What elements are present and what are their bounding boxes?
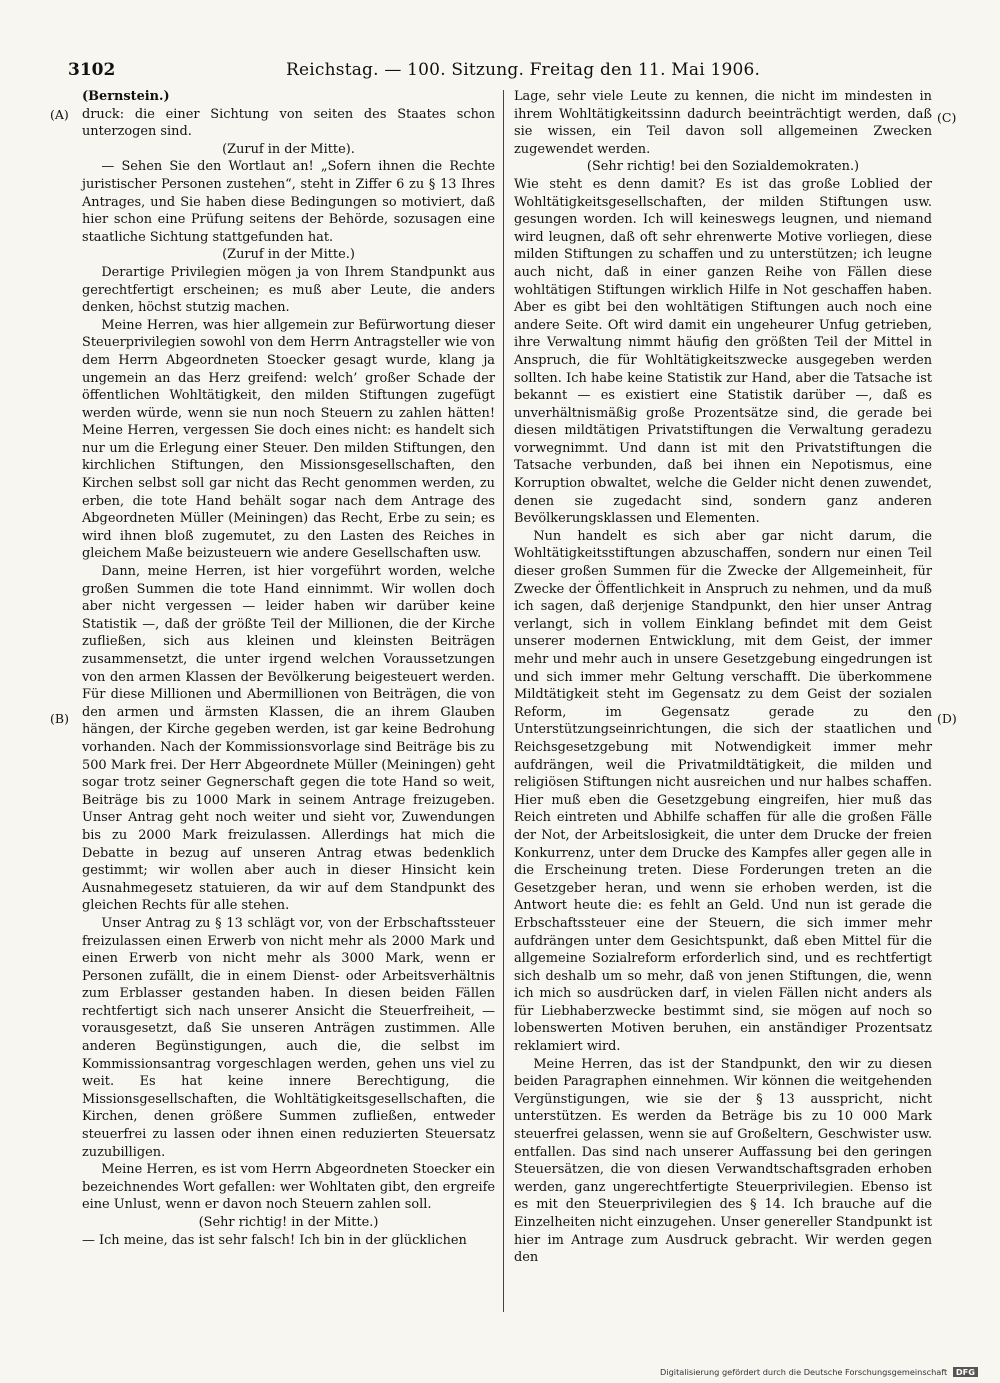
footer-credit [660,1367,978,1377]
margin-mark-c: (C) [937,110,957,125]
margin-mark-d: (D) [937,711,957,726]
paragraph: — Ich meine, das ist sehr falsch! Ich bin in der glücklichen [82,1232,467,1248]
paragraph: Unser Antrag zu § 13 schlägt vor, von der Erbschaftssteuer freizulassen einen Erwerb von nicht mehr als 2000 Mark und einen Erwerb von nicht mehr als 3000 Mark, wenn er Personen zufällt, die in einem Dienst- oder Arbeitsverhältnis zum Erblasser gestanden haben. In diesen beiden Fällen rechtfertigt sich nach unserer Ansicht die Steuerfreiheit, — vorausgesetzt, daß Sie unseren Anträgen zustimmen. Alle anderen Begünstigungen, auch die, die selbst im Kommissionsantrag vorgeschlagen werden, gehen uns viel zu weit. Es hat keine innere Berechtigung, die Missionsgesellschaften, die Wohltätigkeitsgesellschaften, die Kirchen, denen größere Summen zufließen, entweder steuerfrei zu lassen oder ihnen einen reduzierten Steuersatz zuzubilligen. [82,915,495,1160]
paragraph: Wie steht es denn damit? Es ist das große Loblied der Wohltätigkeitsgesellschaften, der milden Stiftungen usw. gesungen worden. Ich will keineswegs leugnen, und niemand wird leugnen, daß oft sehr ehrenwerte Motive vorliegen, diese milden Stiftungen zu schaffen und zu unterstützen; ich leugne auch nicht, daß in einer ganzen Reihe von Fällen diese wohltätigen Stiftungen wirklich Hilfe in Not geschaffen haben. Aber es gibt bei den wohltätigen Stiftungen auch noch eine andere Seite. Oft wird damit ein ungeheurer Unfug getrieben, ihre Verwaltung nimmt häufig den größten Teil der Mittel in Anspruch, die für Wohltätigkeitszwecke ausgegeben werden sollten. Ich habe keine Statistik zur Hand, aber die Tatsache ist bekannt — es existiert eine Statistik darüber —, daß es unverhältnismäßig große Prozentsätze sind, die gerade bei diesen mildtätigen Privatstiftungen die Verwaltung geradezu vorwegnimmt. Und dann ist mit den Privatstiftungen die Tatsache verbunden, daß bei ihnen ein Nepotismus, eine Korruption obwaltet, welche die Gelder nicht denen zuwendet, denen sie zugedacht sind, sondern ganz anderen Bevölkerungsklassen und Elementen. [514,176,932,527]
right-column [514,88,932,1267]
paragraph: Derartige Privilegien mögen ja von Ihrem Standpunkt aus gerechtfertigt erscheinen; es muß aber Leute, die anders denken, höchst stutzig machen. [82,264,495,316]
paragraph: Meine Herren, das ist der Standpunkt, den wir zu diesen beiden Paragraphen einnehmen. Wir können die weitgehenden Vergünstigungen, wie sie der § 13 ausspricht, nicht unterstützen. Es werden da Beträge bis zu 10 000 Mark steuerfrei gelassen, wenn sie auf Großeltern, Geschwister usw. entfallen. Das sind nach unserer Auffassung bei den geringen Steuersätzen, die von diesen Verwandtschaftsgraden erhoben werden, ganz ungerechtfertigte Steuerprivilegien. Ebenso ist es mit den Steuerprivilegien des § 14. Ich brauche auf die Einzelheiten nicht einzugehen. Unser genereller Standpunkt ist hier im Antrage zum Ausdruck gebracht. Wir werden gegen den [514,1056,932,1266]
paragraph: Meine Herren, es ist vom Herrn Abgeordneten Stoecker ein bezeichnendes Wort gefallen: wer Wohltaten gibt, den ergreife eine Unlust, wenn er davon noch Steuern zahlen soll. [82,1162,495,1213]
paragraph: Nun handelt es sich aber gar nicht darum, die Wohltätigkeitsstiftungen abzuschaffen, sondern nur einen Teil dieser großen Summen für die Zwecke der Allgemeinheit, für Zwecke der Öffentlichkeit in Anspruch zu nehmen, und da muß ich sagen, daß derjenige Standpunkt, den hier unser Antrag verlangt, sich in vollem Einklang befindet mit dem Geist unserer modernen Entwicklung, mit dem Geist, der immer mehr und mehr auch in unsere Gesetzgebung eingedrungen ist und sich immer mehr Geltung verschafft. Die überkommene Mildtätigkeit steht im Gegensatz zu dem Geist der sozialen Reform, im Gegensatz gerade zu den Unterstützungseinrichtungen, die sich der staatlichen und Reichsgesetzgebung mit Notwendigkeit immer mehr aufdrängen, weil die Privatmildtätigkeit, die milden und religiösen Stiftungen nicht ausreichen und nur halbes schaffen. Hier muß eben die Gesetzgebung eingreifen, hier muß das Reich eintreten und Abhilfe schaffen für alle die großen Fälle der Not, der Arbeitslosigkeit, die unter dem Drucke der freien Konkurrenz, unter dem Drucke des Kampfes aller gegen alle in die Erscheinung treten. Diese Forderungen treten an die Gesetzgeber heran, und wenn sie erhoben werden, ist die Antwort heute die: es fehlt an Geld. Und nun ist gerade die Erbschaftssteuer eine der Steuern, die sich immer mehr aufdrängen unter dem Gesichtspunkt, daß eben Mittel für die allgemeine Sozialreform erforderlich sind, und es rechtfertigt sich deshalb um so mehr, daß von jenen Stiftungen, die, wenn ich mich so ausdrücken darf, in vielen Fällen nicht anders als für Liebhaberzwecke bestimmt sind, sie mögen auf noch so lobenswerten Motiven beruhen, ein anständiger Prozentsatz reklamiert wird. [514,528,932,1055]
paragraph: druck: die einer Sichtung von seiten des Staates schon unterzogen sind. [82,106,495,140]
page-header [68,60,938,84]
interjection: (Sehr richtig! in der Mitte.) [198,1215,379,1230]
margin-mark-a: (A) [50,107,69,122]
paragraph: — Sehen Sie den Wortlaut an! „Sofern ihnen die Rechte juristischer Personen zustehen“, steht in Ziffer 6 zu § 13 Ihres Antrages, und Sie haben diese Bedingungen so motiviert, daß hier schon eine Prüfung seitens der Behörde, sozusagen eine staatliche Sichtung stattgefunden hat. [82,159,495,245]
running-title: Reichstag. — 100. Sitzung. Freitag den 11. Mai 1906. [286,60,761,80]
interjection: (Sehr richtig! bei den Sozialdemokraten.) [586,159,860,175]
left-column [82,88,495,1249]
speaker-name: (Bernstein.) [82,89,170,104]
paragraph: Dann, meine Herren, ist hier vorgeführt worden, welche großen Summen die tote Hand einnimmt. Wir wollen doch aber nicht vergessen — leider haben wir darüber keine Statistik —, daß der größte Teil der Millionen, die der Kirche zufließen, sich aus kleinen und kleinsten Beiträgen zusammensetzt, die unter irgend welchen Voraussetzungen von den armen Klassen der Bevölkerung beigesteuert werden. Für diese Millionen und Abermillionen von Beiträgen, die von den armen und ärmsten Klassen, die an ihrem Glauben hängen, der Kirche gegeben werden, ist gar keine Bedrohung vorhanden. Nach der Kommissionsvorlage sind Beiträge bis zu 500 Mark frei. Der Herr Abgeordnete Müller (Meiningen) geht sogar trotz seiner Gegnerschaft gegen die tote Hand so weit, Beiträge bis zu 1000 Mark in seinem Antrage freizugeben. Unser Antrag geht noch weiter und sieht vor, Zuwendungen bis zu 2000 Mark freizulassen. Allerdings hat mich die Debatte in bezug auf unseren Antrag etwas bedenklich gestimmt; wir wollen aber auch in dieser Hinsicht kein Ausnahmegesetz statuieren, da wir auf dem Standpunkt des gleichen Rechts für alle stehen. [82,564,495,914]
margin-mark-b: (B) [50,711,69,726]
dfg-logo: DFG [953,1367,978,1377]
interjection: (Zuruf in der Mitte.) [222,247,355,263]
page-number: 3102 [68,60,116,80]
paragraph: Meine Herren, was hier allgemein zur Befürwortung dieser Steuerprivilegien sowohl von dem Herrn Antragsteller wie von dem Herrn Abgeordneten Stoecker gesagt wurde, klang ja ungemein an das Herz greifend: welch’ großer Schade der öffentlichen Wohltätigkeit, den milden Stiftungen zugefügt werden würde, wenn sie nun noch Steuern zu zahlen hätten! Meine Herren, vergessen Sie doch eines nicht: es handelt sich nur um die Erlegung einer Steuer. Den milden Stiftungen, den kirchlichen Stiftungen, den Missionsgesellschaften, den Kirchen selbst soll gar nicht das Recht genommen werden, zu erben, die tote Hand behält sogar nach dem Antrage des Abgeordneten Müller (Meiningen) das Recht, Erbe zu sein; es wird ihnen bloß zugemutet, zu den Lasten des Reiches in gleichem Maße beizusteuern wie andere Gesellschaften usw. [82,317,495,562]
interjection: (Zuruf in der Mitte). [222,141,355,157]
footer-text: Digitalisierung gefördert durch die Deutsche Forschungsgemeinschaft [660,1367,948,1377]
paragraph: Lage, sehr viele Leute zu kennen, die nicht im mindesten in ihrem Wohltätigkeitssinn dadurch beeinträchtigt werden, daß sie wissen, ein Teil davon soll allgemeinen Zwecken zugewendet werden. [514,89,932,157]
column-divider [503,90,504,1312]
